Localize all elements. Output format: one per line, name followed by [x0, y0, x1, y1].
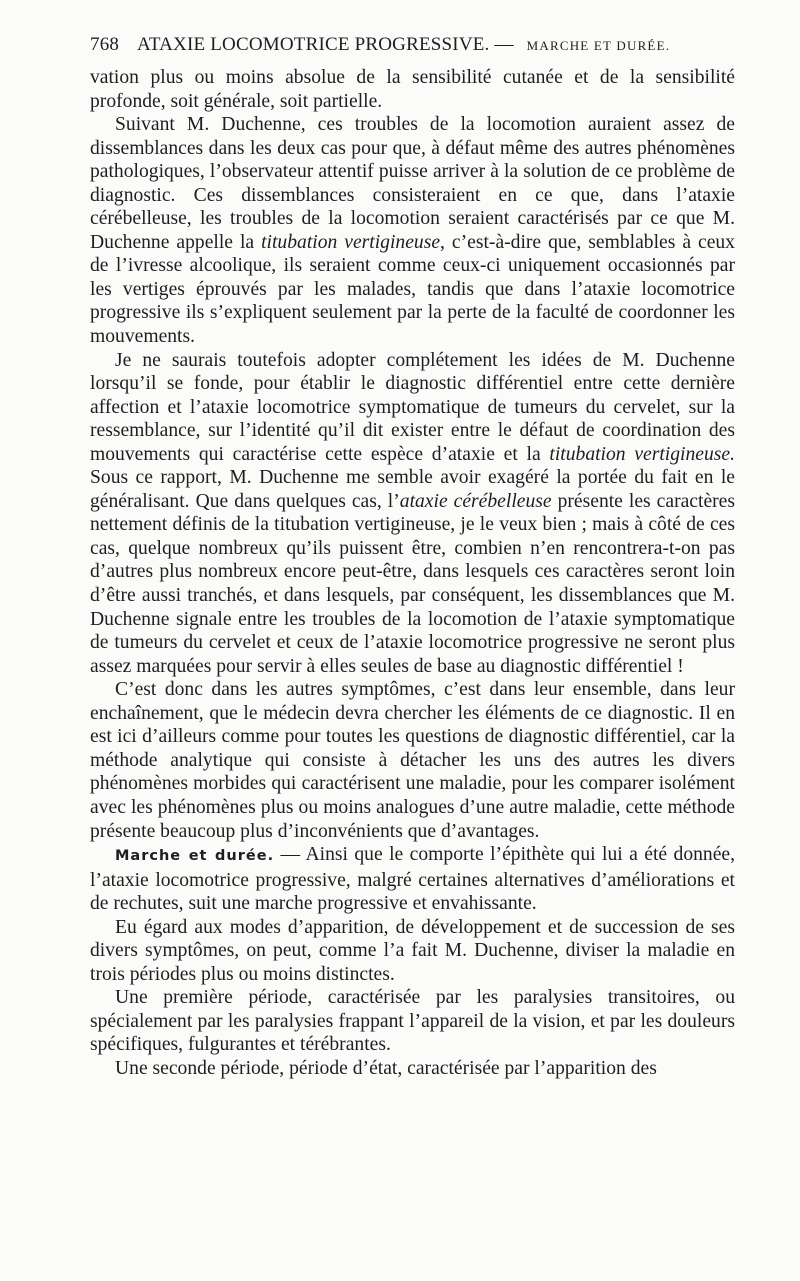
text-segment: Eu égard aux modes d’apparition, de développement et de succession de ses divers symptômes, on peut, comme l’a fait M. Duchenne, diviser la maladie en trois périodes plus ou moins distinctes. — [90, 916, 735, 985]
paragraph — [90, 349, 735, 679]
page-number: 768 — [90, 34, 120, 55]
italic-term: ataxie cérébelleuse — [399, 490, 552, 512]
italic-term: titubation vertigineuse. — [549, 443, 735, 465]
text-segment: Je ne saurais toutefois adopter complétement les idées de M. Duchenne lorsqu’il se fonde, pour établir le diagnostic différentiel entre cette dernière affection et l’ataxie locomotrice symptomatique de tumeurs du cervelet, sur la ressemblance, sur l’identité qu’il dit exister entre le défaut de coordination des mouvements qui caractérise cette espèce d’ataxie et la — [90, 349, 735, 465]
paragraph — [90, 113, 735, 348]
text-segment: C’est donc dans les autres symptômes, c’est dans leur ensemble, dans leur enchaînement, que le médecin devra chercher les éléments de ce diagnostic. Il en est ici d’ailleurs comme pour toutes les questions de diagnostic différentiel, car la méthode analytique qui consiste à détacher les uns des autres les divers phénomènes morbides qui caractérisent une maladie, pour les comparer isolément avec les phénomènes plus ou moins analogues d’une autre maladie, cette méthode présente beaucoup plus d’inconvénients que d’avantages. — [90, 679, 735, 842]
text-segment: Sous ce rapport, M. Duchenne me semble avoir exagéré la portée du fait en le généralisant. Que dans quelques cas, l’ — [90, 467, 735, 512]
text-segment: Une seconde période, période d’état, caractérisée par l’apparition des — [115, 1057, 657, 1079]
paragraph — [90, 678, 735, 843]
text-segment: présente les caractères nettement définis de la titubation vertigineuse, je le veux bien ; mais à côté de ces cas, quelque nombreux qu’ils puissent être, combien n’en rencontrera-t-on pas d’autres plus nombreux encore peut-être, dans lesquels ces caractères seront loin d’être aussi tranchés, et dans lesquels, par conséquent, les dissemblances que M. Duchenne signale entre les troubles de la locomotion de l’ataxie symptomatique de tumeurs du cervelet et ceux de l’ataxie locomotrice progressive ne seront plus assez marquées pour servir à elles seules de base au diagnostic différentiel ! — [90, 490, 735, 677]
text-segment: vation plus ou moins absolue de la sensibilité cutanée et de la sensibilité profonde, soit générale, soit partielle. — [90, 67, 735, 112]
paragraph — [90, 843, 735, 916]
paragraph — [90, 66, 735, 113]
running-header — [90, 34, 740, 58]
paragraph — [90, 1057, 735, 1081]
text-segment: Une première période, caractérisée par les paralysies transitoires, ou spécialement par les paralysies frappant l’appareil de la vision, et par les douleurs spécifiques, fulgurantes et térébrantes. — [90, 987, 735, 1056]
header-dash: — — [494, 34, 514, 55]
section-title: MARCHE ET DURÉE. — [526, 38, 671, 53]
text-segment: , c’est-à-dire que, semblables à ceux de l’ivresse alcoolique, ils seraient comme ceux-ci uniquement occasionnés par les vertiges éprouvés par les malades, tandis que dans l’ataxie locomotrice progressive ils s’expliquent seulement par la perte de la faculté de coordonner les mouvements. — [90, 231, 735, 348]
text-segment: — Ainsi que le comporte l’épithète qui lui a été donnée, l’ataxie locomotrice progressive, malgré certaines alternatives d’améliorations et de rechutes, suit une marche progressive et envahissante. — [90, 844, 736, 915]
italic-term: titubation vertigineuse — [261, 231, 441, 253]
body-text — [90, 66, 735, 1081]
paragraph — [90, 986, 735, 1057]
paragraph — [90, 916, 735, 987]
runin-heading: Marche et durée. — [115, 848, 275, 865]
text-segment: Suivant M. Duchenne, ces troubles de la locomotion auraient assez de dissemblances dans les deux cas pour que, à défaut même des autres phénomènes pathologiques, l’observateur attentif puisse arriver à la solution de ce problème de diagnostic. Ces dissemblances consisteraient en ce que, dans l’ataxie cérébelleuse, les troubles de la locomotion seraient caractérisés par ce que M. Duchenne appelle la — [90, 114, 735, 253]
running-title: ATAXIE LOCOMOTRICE PROGRESSIVE. — [137, 34, 490, 55]
